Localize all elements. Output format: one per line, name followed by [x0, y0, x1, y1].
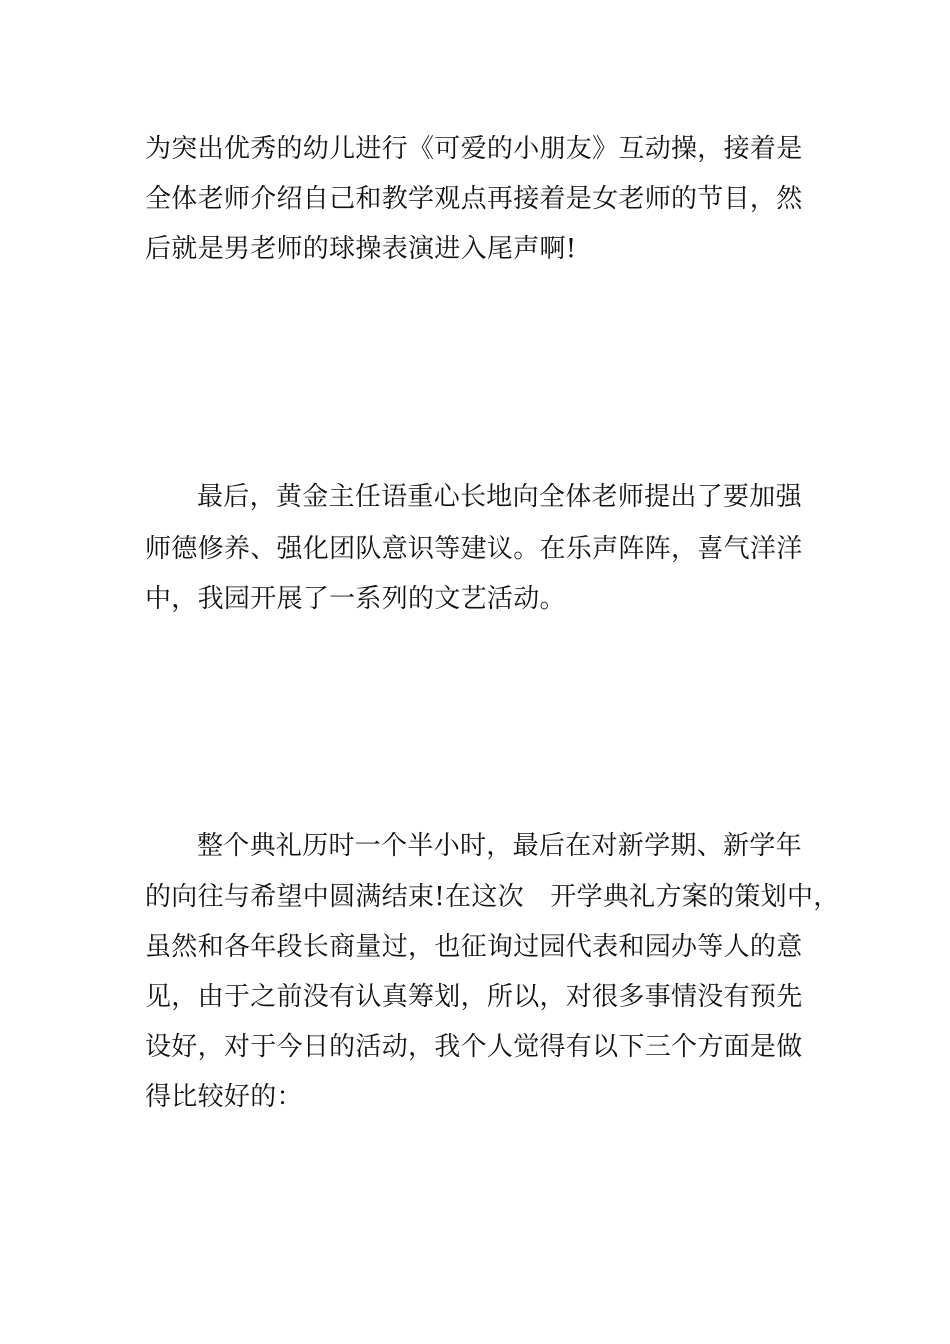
paragraph-line: 最后，黄金主任语重心长地向全体老师提出了要加强 — [197, 482, 802, 512]
paragraph-line: 整个典礼历时一个半小时，最后在对新学期、新学年 — [197, 831, 802, 861]
paragraph-line: 师德修养、强化团队意识等建议。在乐声阵阵，喜气洋洋 — [145, 534, 803, 564]
paragraph-line: 设好，对于今日的活动，我个人觉得有以下三个方面是做 — [145, 1032, 803, 1062]
paragraph-line: 为突出优秀的幼儿进行《可爱的小朋友》互动操，接着是 — [145, 134, 803, 164]
paragraph-line: 得比较好的： — [145, 1082, 303, 1112]
paragraph-line: 的向往与希望中圆满结束!在这次 开学典礼方案的策划中， — [145, 882, 840, 912]
paragraph-line: 后就是男老师的球操表演进入尾声啊! — [145, 234, 577, 264]
paragraph-line: 见，由于之前没有认真筹划，所以，对很多事情没有预先 — [145, 982, 803, 1012]
paragraph-line: 虽然和各年段长商量过，也征询过园代表和园办等人的意 — [145, 932, 803, 962]
paragraph-line: 中，我园开展了一系列的文艺活动。 — [145, 584, 566, 614]
paragraph-line: 全体老师介绍自己和教学观点再接着是女老师的节目，然 — [145, 184, 803, 214]
